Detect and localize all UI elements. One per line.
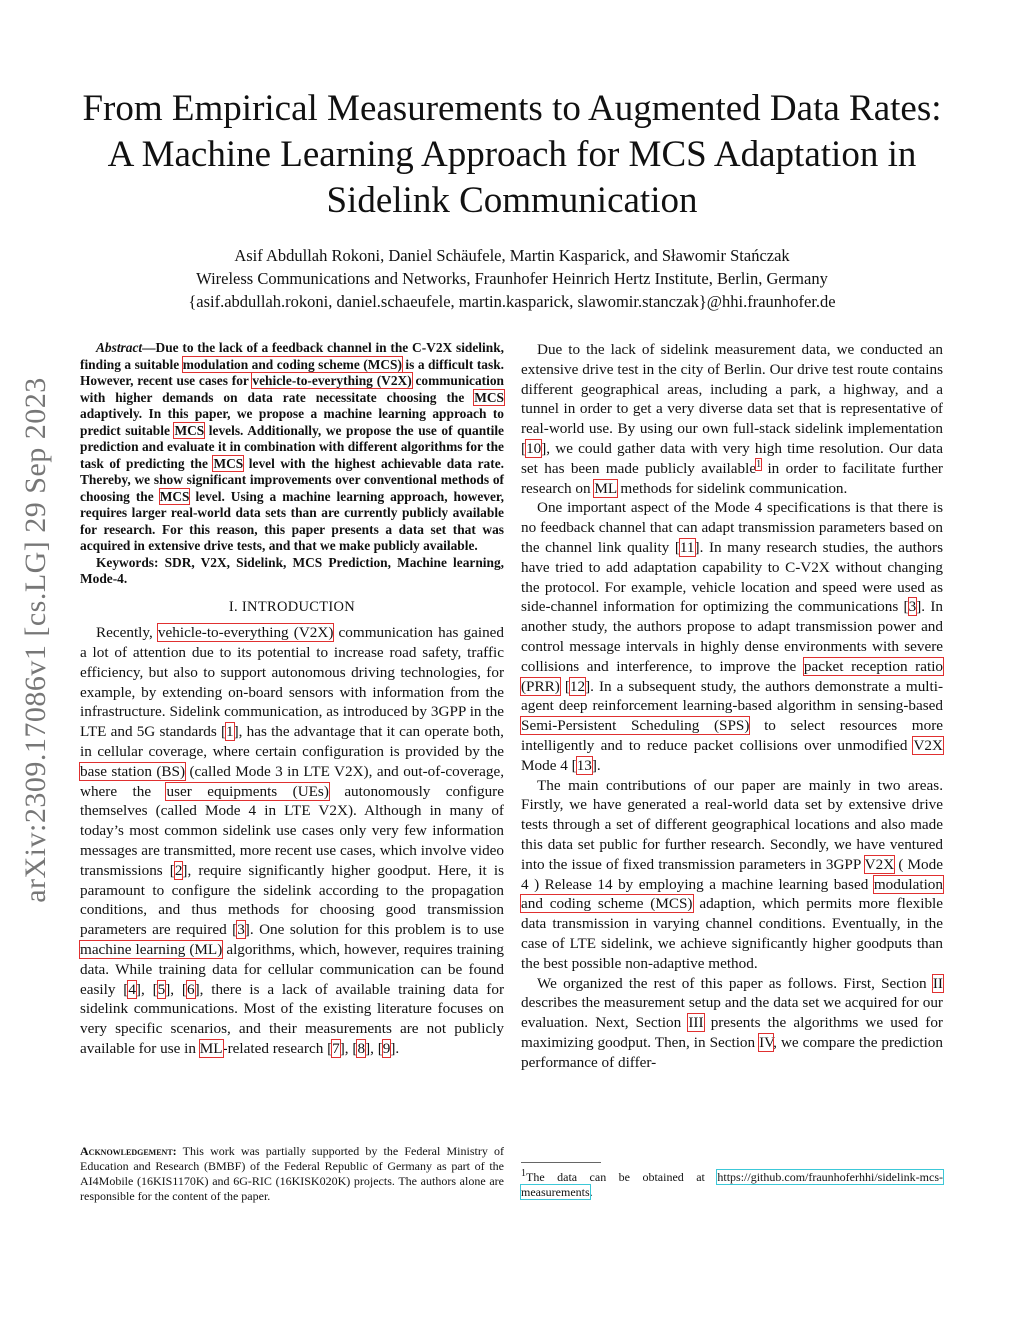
section-title: NTRODUCTION	[247, 598, 356, 615]
acronym-link-mcs[interactable]: modulation and coding scheme (MCS)	[521, 875, 943, 913]
citation-link[interactable]: 8	[357, 1040, 366, 1058]
body-text: [	[559, 677, 570, 695]
acronym-link-v2x[interactable]: V2X	[913, 736, 943, 754]
footnote-link[interactable]: 1	[756, 458, 762, 470]
abstract-text: —Due to the lack of a feedback channel in the C-V2X sidelink, finding a suitable	[80, 340, 504, 372]
body-paragraph	[521, 340, 943, 498]
abstract-text: level. Using a machine learning approach, however, requires larger real-world data sets than are currently publicly available for research. For this reason, this paper presents a data set that was acquired in extensive drive tests, and that we make publicly available.	[80, 488, 504, 553]
acronym-link-prr[interactable]: packet reception ratio (PRR)	[521, 657, 944, 695]
acknowledgement	[80, 1144, 504, 1204]
right-column	[521, 340, 943, 1072]
body-text: ( Mode 4 ) Release 14 by employing a machine learning based	[521, 855, 943, 893]
body-text: in order to facilitate further research on	[521, 459, 943, 497]
acronym-link-mcs[interactable]: MCS	[174, 422, 205, 438]
body-text: ]. In a subsequent study, the authors demonstrate a multi-agent deep reinforcement learning-based algorithm in sensing-based	[521, 677, 944, 715]
citation-link[interactable]: 9	[382, 1040, 391, 1058]
acronym-link-ml[interactable]: ML	[199, 1040, 223, 1058]
body-text: One important aspect of the Mode 4 specifications is that there is no feedback channel that can adapt transmission parameters based on the channel link quality [	[521, 499, 943, 556]
abstract-text: communication with higher demands on data rate necessitate choosing the	[80, 373, 504, 405]
body-text: ], there is a lack of available training data for sidelink communications. Most of the existing literature focuses on very specific scenarios, and their measurements are not publicly available for use in	[80, 980, 504, 1058]
section-link[interactable]: III	[688, 1014, 704, 1032]
body-text: ]. One solution for this problem is to use	[244, 921, 504, 939]
acronym-link-mcs[interactable]: MCS	[159, 488, 190, 504]
body-text: methods for sidelink communication.	[616, 479, 848, 497]
author-emails: {asif.abdullah.rokoni, daniel.schaeufele, martin.kasparick, slawomir.stanczak}@hhi.fraunhofer.de	[188, 292, 836, 311]
acronym-link-v2x[interactable]: vehicle-to-everything (V2X)	[252, 373, 412, 388]
acronym-link-sps[interactable]: Semi-Persistent Scheduling (SPS)	[521, 717, 750, 735]
body-text: algorithms, which, however, requires training data. While training data for cellular communication can be found easily [	[80, 941, 504, 998]
left-column	[80, 340, 504, 1059]
dataset-url-link[interactable]: https://github.com/fraunhoferhhi/sidelink-mcs-measurements	[521, 1170, 943, 1199]
body-text: ], [	[339, 1040, 358, 1058]
acronym-link-mcs[interactable]: modulation and coding scheme (MCS)	[182, 356, 402, 372]
body-paragraph	[521, 974, 943, 1073]
body-text: ], has the advantage that it can operate both, in cellular coverage, where certain configuration is provided by the	[80, 723, 504, 761]
acknowledgement-text: This work was partially supported by the Federal Ministry of Education and Research (BMBF) of the Federal Republic of Germany as part of the AI4Mobile (16KIS1170K) and 6G-RIC (16KISK020K) projects. The authors alone are responsible for the content of the paper.	[80, 1144, 504, 1203]
arxiv-id: arXiv:2309.17086v1 [cs.LG] 29 Sep 2023	[19, 377, 52, 903]
citation-link[interactable]: 3	[237, 921, 245, 939]
author-block	[70, 244, 954, 313]
body-text: ], [	[165, 980, 187, 998]
section-title-initial: I	[241, 598, 248, 615]
body-paragraph	[521, 498, 943, 775]
body-text: communication has gained a lot of attention due to its potential to increase road safety, traffic efficiency, but also to support autonomous driving technologies, for example, by extending on-board sensors with information from the infrastructure. Sidelink communication, as introduced by 3GPP in the LTE and 5G standards [	[80, 624, 504, 741]
acronym-link-v2x[interactable]: V2X	[864, 855, 895, 873]
body-text: Recently,	[96, 624, 158, 642]
acronym-link-ml[interactable]: machine learning (ML)	[80, 941, 223, 959]
citation-link[interactable]: 6	[186, 980, 195, 998]
citation-link[interactable]: 1	[226, 723, 234, 741]
citation-link[interactable]: 4	[128, 980, 136, 998]
citation-link[interactable]: 11	[679, 538, 695, 556]
body-text: ], we could gather data with very high time resolution. Our data set has been made publicly available	[521, 439, 943, 477]
section-numeral: I.	[228, 598, 242, 615]
body-text: , we compare the prediction performance of differ-	[521, 1033, 943, 1071]
body-text: ].	[591, 756, 601, 774]
body-text: adaption, which permits more flexible data transmission in varying channel conditions. Eventually, in the case of LTE sidelink, we achieve significantly higher goodputs than the best possible non-adaptive method.	[521, 895, 944, 972]
acronym-link-ml[interactable]: ML	[594, 479, 617, 497]
abstract-text: adaptively. In this paper, we propose a machine learning approach to predict suitable	[80, 406, 504, 438]
footnote	[521, 1170, 943, 1200]
acronym-link-mcs[interactable]: MCS	[474, 389, 504, 405]
footnote-text: .	[589, 1185, 593, 1199]
paper-title: From Empirical Measurements to Augmented Data Rates: A Machine Learning Approach for MCS Adaptation in Sidelink Communication	[82, 88, 942, 221]
abstract-label: Abstract	[96, 340, 143, 355]
section-heading-introduction	[80, 598, 504, 618]
footnote-divider	[521, 1162, 601, 1163]
arxiv-identifier-sidebar	[8, 340, 64, 940]
body-text: ]. In another study, the authors propose to adapt transmission power and control message intervals in highly dense environments with severe collisions and interference, to improve the	[521, 598, 943, 675]
citation-link[interactable]: 5	[157, 980, 166, 998]
footnote-text: The data can be obtained at	[526, 1170, 718, 1184]
citation-link[interactable]: 3	[908, 598, 917, 616]
body-text: autonomously configure themselves (called Mode 4 in LTE V2X). Although in many of today’s most common sidelink use cases only very few information messages are transmitted, more recent use cases, which involve video transmissions [	[80, 782, 504, 879]
abstract-text: level with the highest achievable data rate. Thereby, we show significant improvements over conventional methods of choosing the	[80, 455, 505, 504]
body-text: describes the measurement setup and the data set we acquired for our evaluation. Next, Section	[521, 994, 943, 1032]
section-link[interactable]: II	[932, 974, 943, 992]
body-text: We organized the rest of this paper as follows. First, Section	[537, 974, 933, 992]
keywords: Keywords: SDR, V2X, Sidelink, MCS Prediction, Machine learning, Mode-4.	[80, 554, 504, 586]
intro-paragraph	[80, 623, 504, 1059]
body-text: ].	[390, 1040, 400, 1058]
citation-link[interactable]: 12	[569, 677, 586, 695]
acknowledgement-label: Acknowledgement:	[80, 1144, 177, 1158]
body-paragraph	[521, 776, 943, 974]
body-text: Due to the lack of sidelink measurement data, we conducted an extensive drive test in the city of Berlin. Our drive test route contains different geographical areas, including a park, a highway, and a tunnel in order to get a very diverse data set that is representative of real-world use. By using our own full-stack sidelink implementation [	[521, 341, 943, 457]
citation-link[interactable]: 2	[174, 861, 183, 879]
body-text: -related research [	[222, 1040, 333, 1058]
acronym-link-bs[interactable]: base station (BS)	[80, 762, 186, 780]
acronym-link-ue[interactable]: user equipments (UEs)	[166, 782, 329, 800]
citation-link[interactable]: 7	[332, 1040, 340, 1058]
citation-link[interactable]: 10	[526, 439, 542, 457]
body-text: Mode 4 [	[521, 756, 577, 774]
section-link[interactable]: IV	[759, 1033, 774, 1051]
acronym-link-mcs[interactable]: MCS	[213, 455, 244, 471]
body-text: The main contributions of our paper are mainly in two areas. Firstly, we have generated a real-world data set by extensive drive tests through a set of different geographical locations and also made this data set public for further research. Secondly, we have ventured into the issue of fixed transmission parameters in 3GPP	[521, 776, 943, 873]
abstract-text: is a difficult task. However, recent use cases for	[80, 356, 504, 388]
affiliation: Wireless Communications and Networks, Fraunhofer Heinrich Hertz Institute, Berlin, Germany	[196, 269, 828, 288]
body-text: ], [	[365, 1040, 383, 1058]
acronym-link-v2x[interactable]: vehicle-to-everything (V2X)	[157, 624, 334, 642]
body-text: ], [	[135, 980, 158, 998]
body-text: presents the algorithms we used for maximizing goodput. Then, in Section	[521, 1014, 943, 1051]
body-text: (called Mode 3 in LTE V2X), and out-of-coverage, where the	[80, 762, 504, 800]
author-list: Asif Abdullah Rokoni, Daniel Schäufele, Martin Kasparick, and Sławomir Stańczak	[234, 246, 790, 265]
abstract	[80, 340, 504, 555]
body-text: to select resources more intelligently and to reduce packet collisions over unmodified	[521, 717, 943, 754]
citation-link[interactable]: 13	[576, 756, 592, 774]
footnote-mark: 1	[521, 1168, 526, 1179]
body-text: ], require significantly higher goodput. Here, it is paramount to configure the sidelink according to the propagation conditions, and thus methods for choosing good transmission parameters are required [	[80, 861, 504, 939]
abstract-text: levels. Additionally, we propose the use of quantile prediction and evaluate it in combination with different algorithms for the task of predicting the	[80, 422, 504, 471]
body-text: ]. In many research studies, the authors have tried to add adaptation capability to C-V2X without changing the protocol. For example, vehicle location and speed were used as side-channel information for optimizing the communications [	[521, 538, 943, 616]
